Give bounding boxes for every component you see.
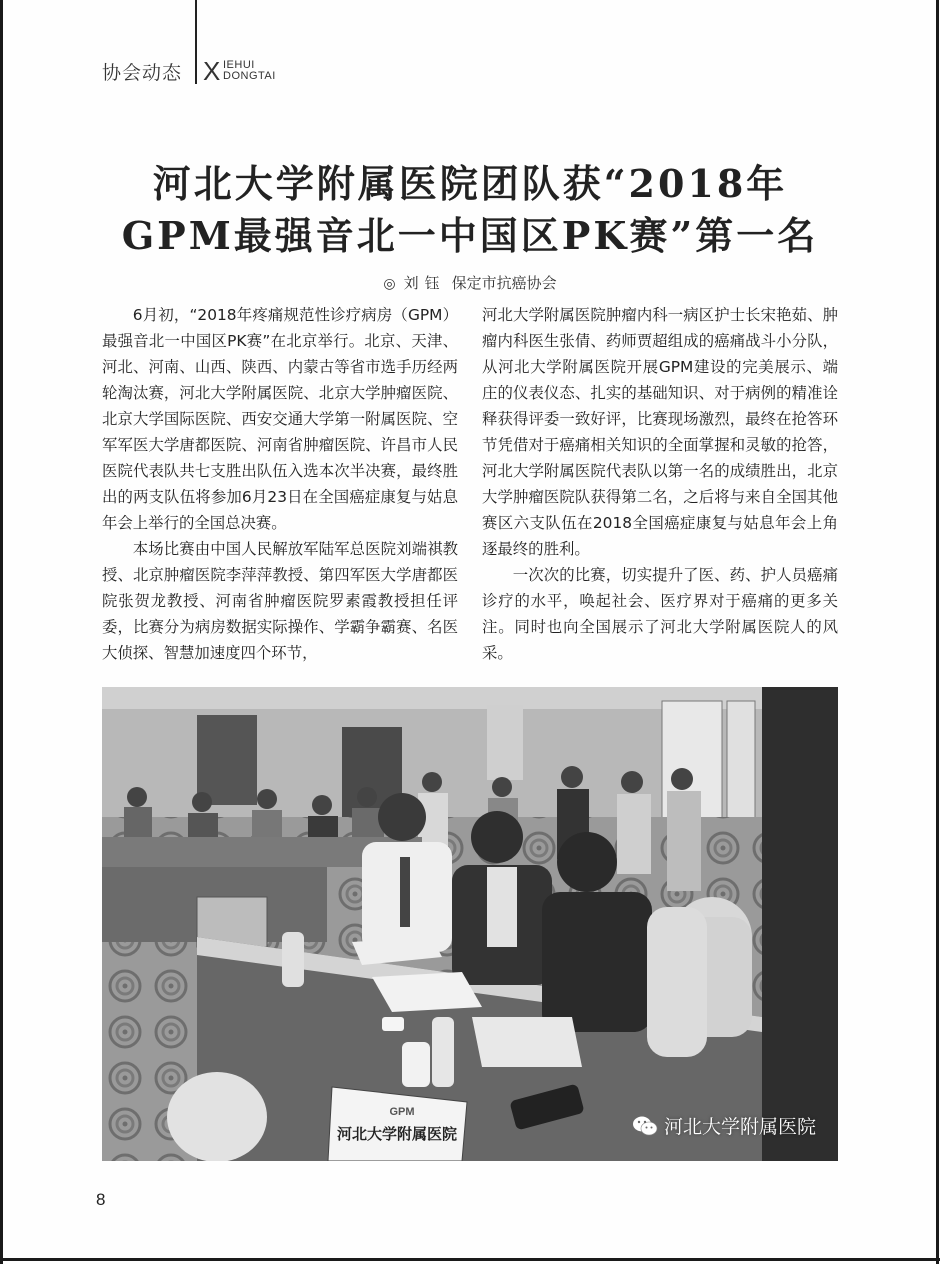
nameplate-text: 河北大学附属医院: [336, 1125, 458, 1143]
article-title: [60, 158, 880, 262]
article-column-left: [102, 302, 458, 666]
paragraph: 本场比赛由中国人民解放军陆军总医院刘端祺教授、北京肿瘤医院李萍萍教授、第四军医大学唐都医院张贺龙教授、河南省肿瘤医院罗素霞教授担任评委，比赛分为病房数据实际操作、学霸争霸赛、名医大侦探、智慧加速度四个环节，: [102, 540, 458, 662]
page-frame-bottom: [0, 1258, 940, 1261]
section-title-pinyin: [203, 57, 323, 87]
section-pinyin-line2: DONGTAI: [223, 70, 276, 82]
page-frame-left: [0, 0, 3, 1264]
article-column-right: [482, 302, 838, 666]
byline: [0, 272, 940, 293]
byline-symbol: ◎: [383, 276, 396, 292]
article-title-line1: 河北大学附属医院团队获“2018年: [152, 161, 788, 206]
section-title: 协会动态: [102, 62, 183, 84]
paragraph: 6月初，“2018年疼痛规范性诊疗病房（GPM）最强音北一中国区PK赛”在北京举行。北京、天津、河北、河南、山西、陕西、内蒙古等省市选手历经两轮淘汰赛，河北大学附属医院、北京大学肿瘤医院、北京大学国际医院、西安交通大学第一附属医院、空军军医大学唐都医院、河南省肿瘤医院、许昌市人民医院代表队共七支胜出队伍入选本次半决赛，最终胜出的两支队伍将参加6月23日在全国癌症康复与姑息年会上举行的全国总决赛。: [102, 306, 458, 532]
paragraph: 一次次的比赛，切实提升了医、药、护人员癌痛诊疗的水平，唤起社会、医疗界对于癌痛的更多关注。同时也向全国展示了河北大学附属医院人的风采。: [482, 566, 838, 662]
watermark-text: 河北大学附属医院: [663, 1116, 816, 1138]
byline-affiliation: 保定市抗癌协会: [451, 274, 557, 292]
nameplate-banner: GPM: [389, 1106, 415, 1118]
wechat-icon: [632, 1115, 658, 1137]
section-pinyin-initial: X: [203, 56, 221, 86]
article-title-line2: GPM最强音北一中国区PK赛”第一名: [121, 213, 819, 258]
photo-watermark: [632, 1112, 816, 1139]
header-divider: [195, 0, 197, 84]
event-photo-illustration: [102, 687, 838, 1161]
section-pinyin-line1: IEHUI: [223, 59, 255, 71]
byline-author: 刘钰: [403, 274, 446, 292]
event-photo: [102, 687, 838, 1161]
page-number: 8: [96, 1190, 106, 1209]
paragraph: 河北大学附属医院肿瘤内科一病区护士长宋艳茹、肿瘤内科医生张倩、药师贾超组成的癌痛战斗小分队，从河北大学附属医院开展GPM建设的完美展示、端庄的仪表仪态、扎实的基础知识、对于病例的精准诠释获得评委一致好评，比赛现场激烈，最终在抢答环节凭借对于癌痛相关知识的全面掌握和灵敏的抢答，河北大学附属医院代表队以第一名的成绩胜出，北京大学肿瘤医院队获得第二名，之后将与来自全国其他赛区六支队伍在2018全国癌症康复与姑息年会上角逐最终的胜利。: [482, 306, 838, 558]
page-frame-right: [936, 0, 939, 1264]
